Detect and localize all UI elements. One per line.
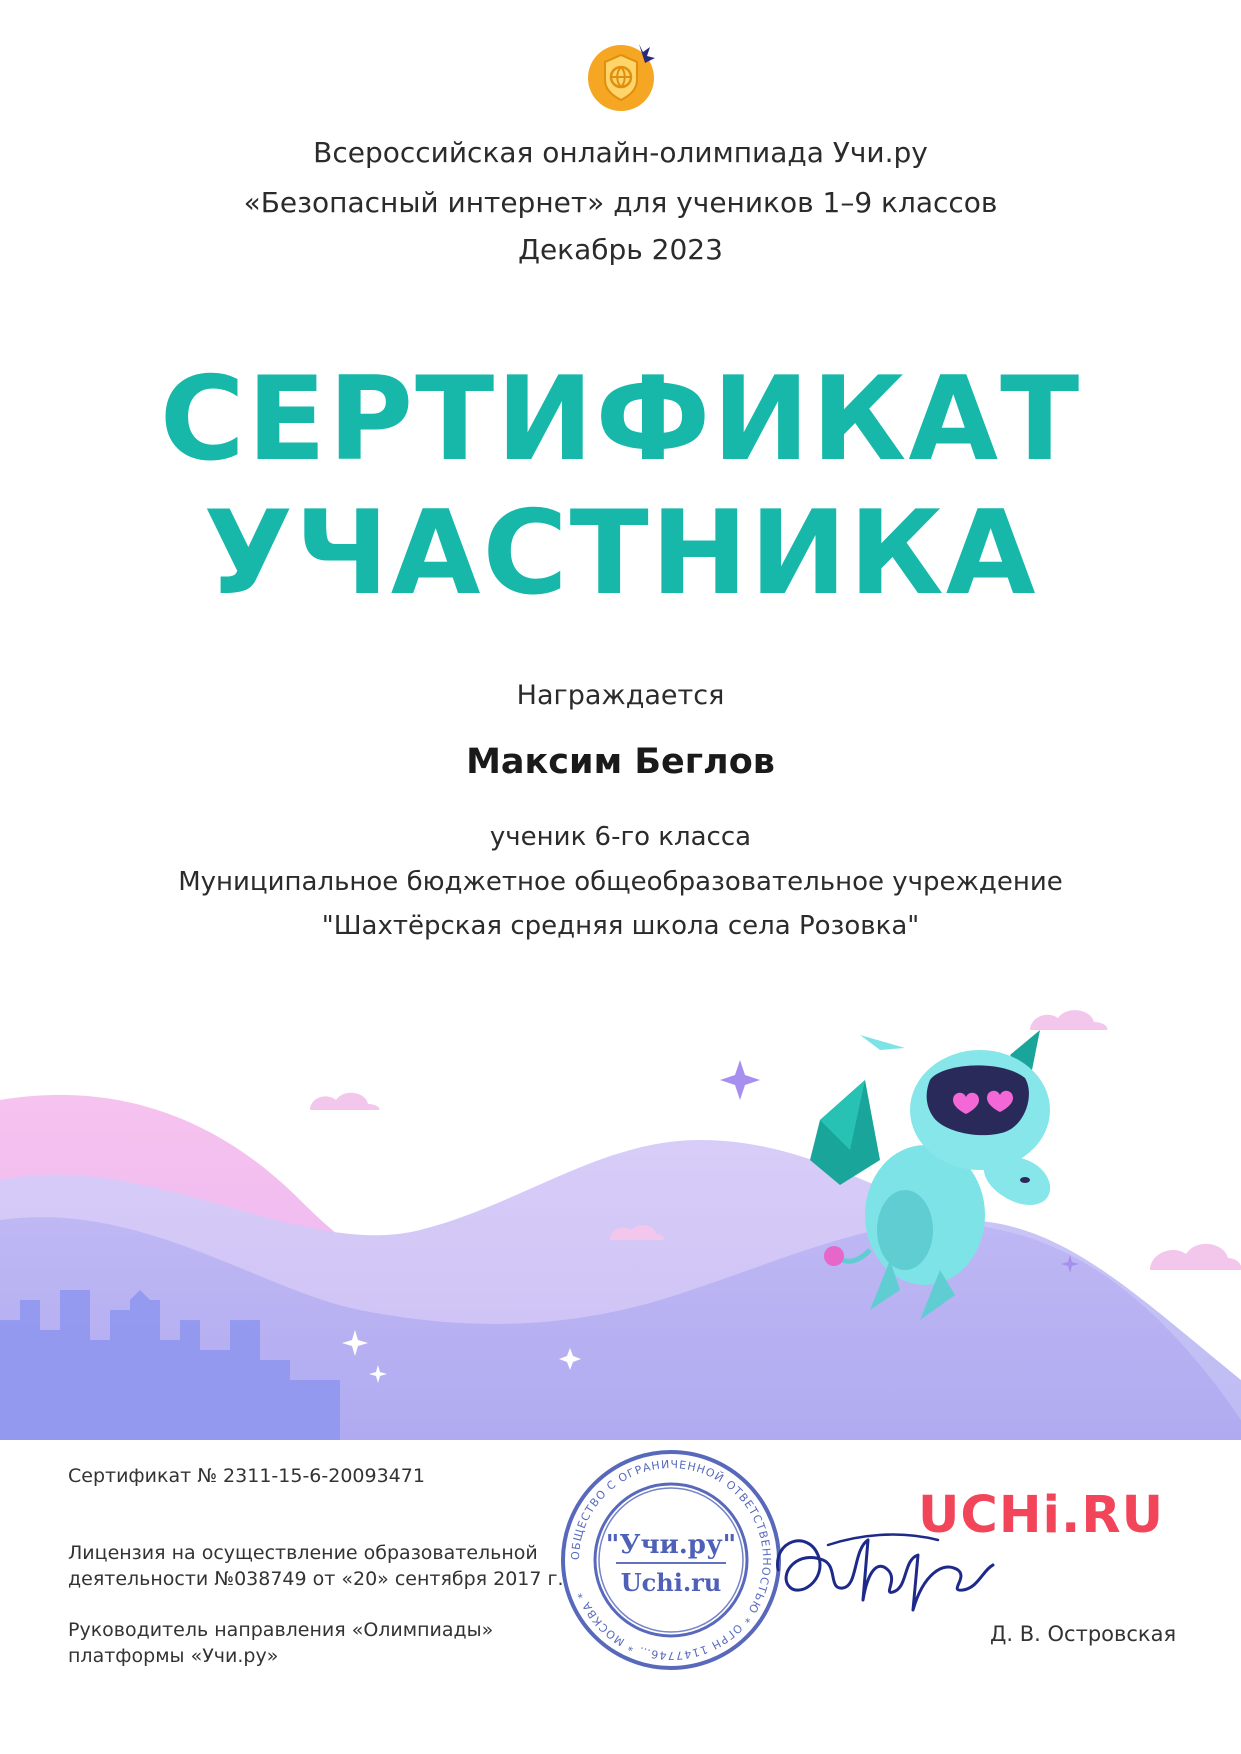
certificate-title-line1: СЕРТИФИКАТ: [159, 352, 1082, 487]
participant-grade: ученик 6-го класса: [489, 822, 752, 852]
signer-name: Д. В. Островская: [990, 1622, 1177, 1646]
svg-text:ОБЩЕСТВО С ОГРАНИЧЕННОЙ ОТВЕТС: ОБЩЕСТВО С ОГРАНИЧЕННОЙ ОТВЕТСТВЕННОСТЬЮ * ОГРН 1147746… * МОСКВА *: [568, 1457, 774, 1663]
director-line1: Руководитель направления «Олимпиады»: [68, 1619, 494, 1641]
olympiad-subtitle: «Безопасный интернет» для учеников 1–9 классов: [243, 186, 998, 219]
awarded-label: Награждается: [516, 680, 725, 711]
participant-name: Максим Беглов: [466, 742, 775, 782]
svg-text:"Учи.ру": "Учи.ру": [605, 1530, 737, 1560]
license-line1: Лицензия на осуществление образовательной: [68, 1542, 538, 1564]
svg-text:Uchi.ru: Uchi.ru: [620, 1568, 722, 1597]
official-stamp: [556, 1445, 786, 1675]
robot-landscape-illustration: [0, 1000, 1241, 1440]
school-name-line1: Муниципальное бюджетное общеобразовательное учреждение: [178, 867, 1063, 897]
certificate-number: Сертификат № 2311-15-6-20093471: [68, 1465, 425, 1487]
certificate-title-line2: УЧАСТНИКА: [203, 486, 1038, 621]
shield-globe-icon: [583, 38, 659, 114]
director-line2: платформы «Учи.ру»: [68, 1645, 279, 1667]
olympiad-title: Всероссийская онлайн-олимпиада Учи.ру: [313, 136, 928, 169]
school-name-line2: "Шахтёрская средняя школа села Розовка": [321, 911, 920, 941]
uchi-ru-logo: UCHi.RU: [918, 1486, 1165, 1545]
license-line2: деятельности №038749 от «20» сентября 2017 г.: [68, 1568, 564, 1590]
olympiad-date: Декабрь 2023: [518, 233, 723, 266]
